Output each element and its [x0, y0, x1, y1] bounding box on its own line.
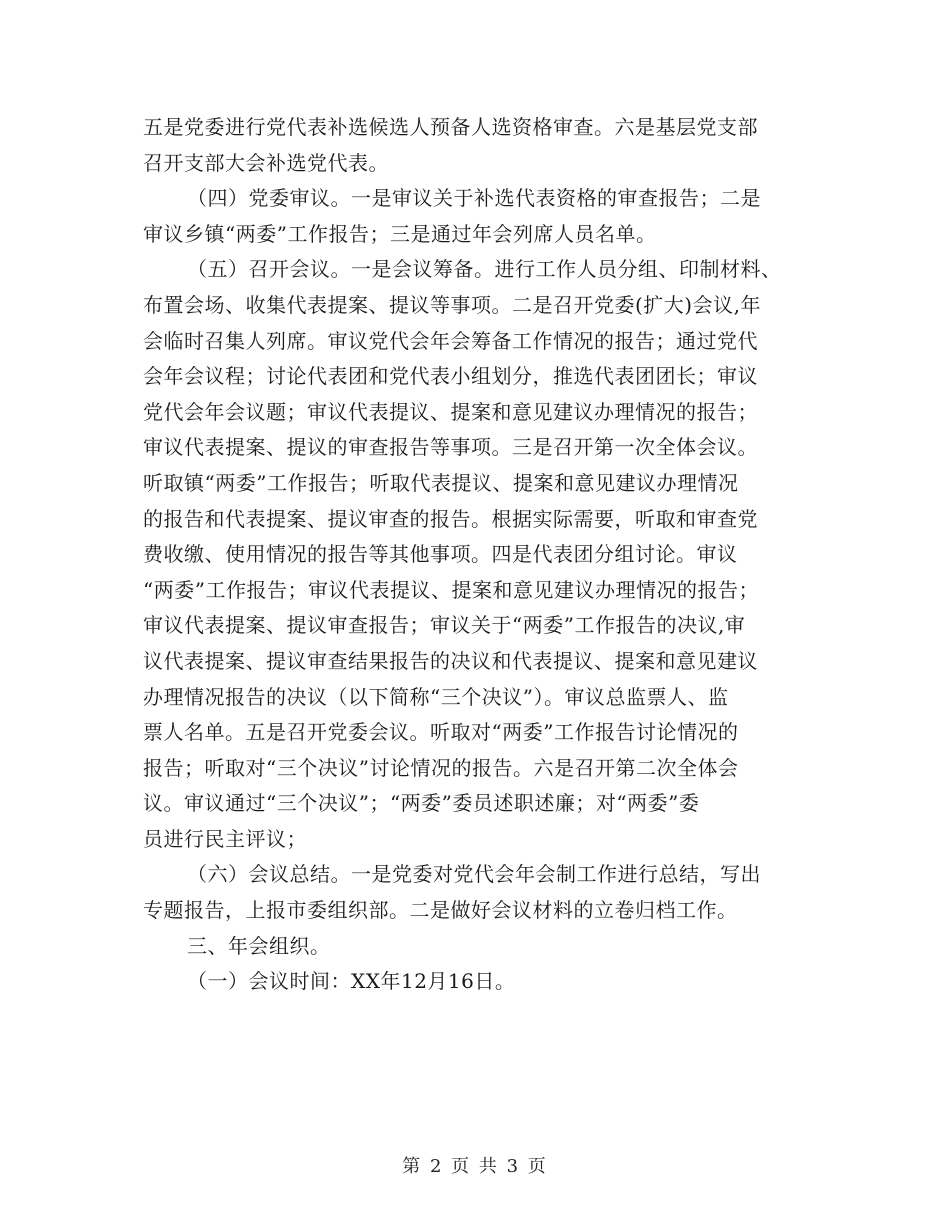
text-line: 议代表提案、提议审查结果报告的决议和代表提议、提案和意见建议 — [143, 648, 758, 673]
text-line: 报告；听取对“三个决议”讨论情况的报告。六是召开第二次全体会 — [143, 755, 739, 780]
body-text — [143, 110, 803, 1000]
text-line: 的报告和代表提案、提议审查的报告。根据实际需要，听取和审查党 — [143, 506, 758, 531]
text-line: 审议代表提案、提议审查报告；审议关于“两委”工作报告的决议,审 — [143, 613, 746, 638]
text-line: 党代会年会议题；审议代表提议、提案和意见建议办理情况的报告； — [143, 399, 758, 424]
text-line: 会年会议程；讨论代表团和党代表小组划分，推选代表团团长；审议 — [143, 364, 758, 389]
text-line: （五）召开会议。一是会议筹备。进行工作人员分组、印制材料、 — [187, 257, 782, 282]
text-line: “两委”工作报告；审议代表提议、提案和意见建议办理情况的报告； — [143, 577, 759, 602]
text-line: （六）会议总结。一是党委对党代会年会制工作进行总结，写出 — [187, 862, 761, 887]
text-line: 会临时召集人列席。审议党代会年会筹备工作情况的报告；通过党代 — [143, 328, 758, 353]
text-line: 办理情况报告的决议（以下简称“三个决议”）。审议总监票人、监 — [143, 684, 729, 709]
text-line: 召开支部大会补选党代表。 — [143, 150, 389, 175]
text-line: 布置会场、收集代表提案、提议等事项。二是召开党委(扩大)会议,年 — [143, 292, 761, 317]
text-line: 专题报告，上报市委组织部。二是做好会议材料的立卷归档工作。 — [143, 898, 738, 923]
section-heading: 三、年会组织。 — [187, 933, 331, 958]
text-line: 审议代表提案、提议的审查报告等事项。三是召开第一次全体会议。 — [143, 435, 758, 460]
text-line: 五是党委进行党代表补选候选人预备人选资格审查。六是基层党支部 — [143, 115, 758, 139]
text-line: 票人名单。五是召开党委会议。听取对“两委”工作报告讨论情况的 — [143, 720, 739, 745]
text-line: 费收缴、使用情况的报告等其他事项。四是代表团分组讨论。审议 — [143, 542, 738, 567]
page-number-footer: 第 2 页 共 3 页 — [402, 1156, 548, 1177]
text-line: 审议乡镇“两委”工作报告；三是通过年会列席人员名单。 — [143, 221, 657, 246]
text-line: （一）会议时间：XX年12月16日。 — [187, 969, 516, 994]
text-line: 议。审议通过“三个决议”；“两委”委员述职述廉；对“两委”委 — [143, 791, 700, 816]
text-line: 听取镇“两委”工作报告；听取代表提议、提案和意见建议办理情况 — [143, 470, 739, 495]
text-line: （四）党委审议。一是审议关于补选代表资格的审查报告；二是 — [187, 186, 761, 211]
text-line: 员进行民主评议； — [143, 826, 307, 851]
